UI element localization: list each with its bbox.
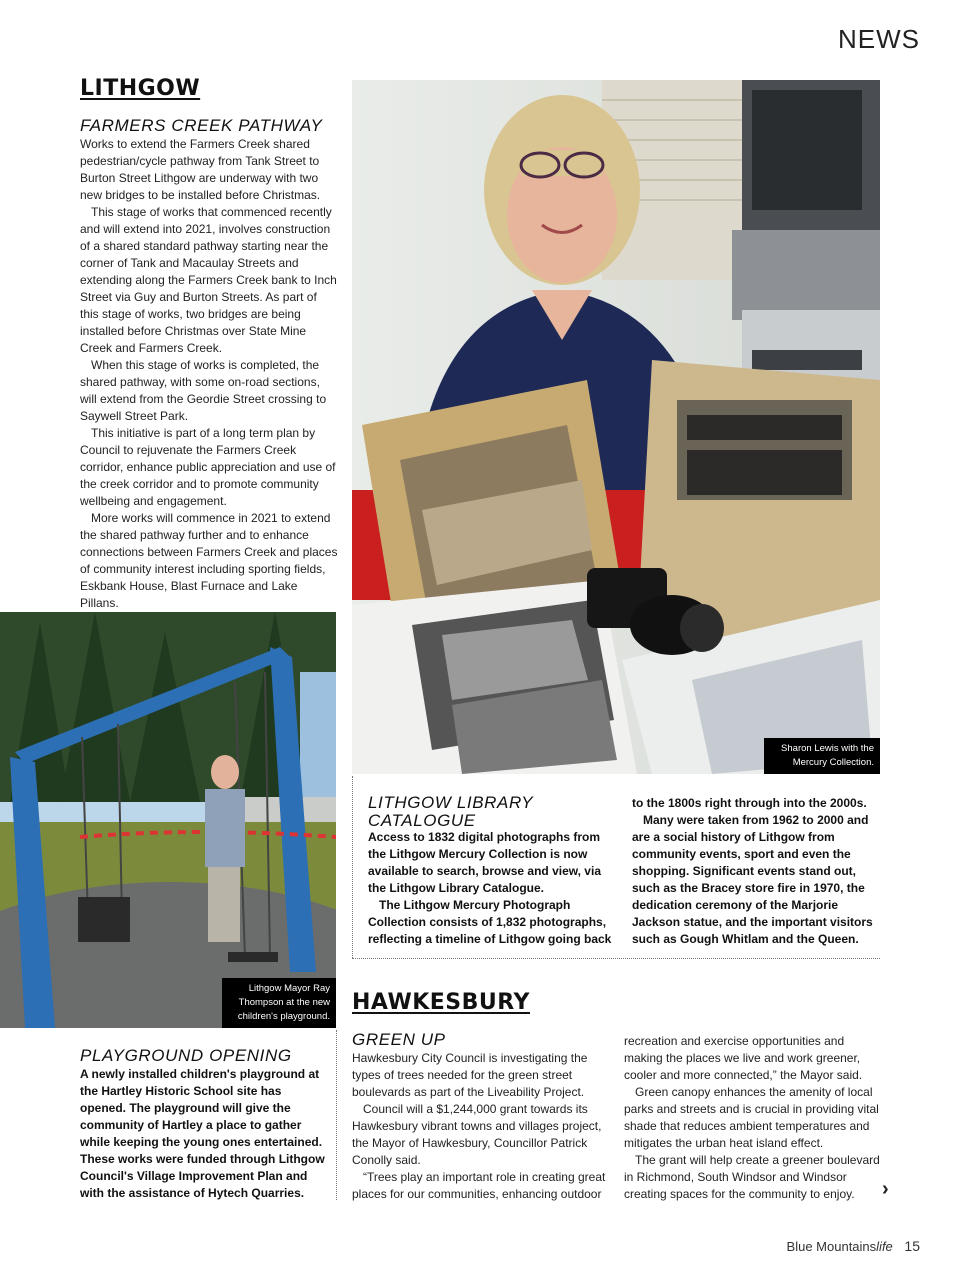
footer [787,1238,920,1254]
library-separator-horizontal [352,958,880,959]
playground-body [80,1066,326,1202]
library-paragraph: The Lithgow Mercury Photograph Collection consists of 1,832 photographs, reflecting a timeline of Lithgow going back [368,898,612,946]
footer-magazine-suffix: life [876,1239,893,1254]
farmers-creek-body [80,136,338,612]
farmers-paragraph: Works to extend the Farmers Creek shared pedestrian/cycle pathway from Tank Street to Burton Street Lithgow are underway with two new bridges to be installed before Christmas. [80,137,321,202]
farmers-paragraph: More works will commence in 2021 to extend the shared pathway further and to enhance connections between Farmers Creek and places of community interest including sporting fields, Eskbank House, Blast Furnace and Lake Pillans. [80,511,338,610]
farmers-paragraph: When this stage of works is completed, the shared pathway, with some on-road sections, will extend from the Geordie Street crossing to Saywell Street Park. [80,358,327,423]
library-catalogue-subhead: LITHGOW LIBRARY CATALOGUE [368,793,533,830]
farmers-paragraph: This initiative is part of a long term plan by Council to rejuvenate the Farmers Creek corridor, enhance public appreciation and use of the creek corridor and to promote community wellbeing and engagement. [80,426,336,508]
hawkesbury-paragraph: Hawkesbury City Council is investigating the types of trees needed for the green street boulevards as part of the Liveability Project. [352,1051,588,1099]
playground-separator-vertical [336,1030,337,1200]
library-paragraph: Many were taken from 1962 to 2000 and are a social history of Lithgow from community events, sport and even the shopping. Significant events stand out, such as the Bracey store fire in 1970, the dedication ceremony of the Marjorie Jackson statue, and the important visitors such as Gough Whitlam and the Queen. [632,813,873,946]
library-separator-vertical [352,776,353,958]
news-header: NEWS [838,24,920,54]
farmers-paragraph: This stage of works that commenced recently and will extend into 2021, involves construction of a shared standard pathway starting near the corner of Tank and Macaulay Streets and extending along the Farmers Creek bank to Inch Street via Guy and Burton Streets. As part of this stage of works, two bridges are being installed before Christmas over State Mine Creek and Farmers Creek. [80,205,337,355]
photo-mayor-playground [0,612,336,1028]
caption-mayor: Lithgow Mayor Ray Thompson at the new children's playground. [222,978,336,1028]
library-paragraph: to the 1800s right through into the 2000s. [632,796,867,810]
hawkesbury-paragraph: The grant will help create a greener boulevard in Richmond, South Windsor and Windsor creating spaces for the community to enjoy. [624,1153,880,1201]
hawkesbury-col1 [352,1050,607,1203]
library-col1 [368,829,620,948]
mayor-playground-illustration [0,612,336,1028]
section-title-lithgow: LITHGOW [80,76,201,101]
farmers-creek-subhead: FARMERS CREEK PATHWAY [80,116,323,135]
sharon-lewis-illustration [352,80,880,774]
caption-sharon-lewis: Sharon Lewis with the Mercury Collection. [764,738,880,774]
hawkesbury-paragraph: Green canopy enhances the amenity of local parks and streets and is crucial in providing vital shade that reduces ambient temperatures and mitigates the urban heat island effect. [624,1085,879,1150]
green-up-subhead: GREEN UP [352,1030,446,1049]
hawkesbury-col2 [624,1033,882,1203]
hawkesbury-paragraph: Council will a $1,244,000 grant towards its Hawkesbury vibrant towns and villages project, the Mayor of Hawkesbury, Councillor Patrick Conolly said. [352,1102,602,1167]
section-title-hawkesbury: HAWKESBURY [352,990,530,1015]
playground-paragraph: A newly installed children's playground at the Hartley Historic School site has opened. The playground will give the community of Hartley a place to gather while keeping the young ones entertained. These works were funded through Lithgow Council's Village Improvement Plan and with the assistance of Hytech Quarries. [80,1067,325,1200]
playground-subhead: PLAYGROUND OPENING [80,1046,292,1065]
continue-arrow-icon: › [882,1178,889,1200]
page-number: 15 [904,1238,920,1254]
photo-sharon-lewis [352,80,880,774]
library-col2 [632,795,882,948]
library-paragraph: Access to 1832 digital photographs from the Lithgow Mercury Collection is now available to search, browse and view, via the Lithgow Library Catalogue. [368,830,601,895]
footer-magazine-name: Blue Mountains [786,1239,877,1254]
hawkesbury-paragraph: “Trees play an important role in creating great places for our communities, enhancing outdoor [352,1170,606,1201]
hawkesbury-paragraph: recreation and exercise opportunities and making the places we live and work greener, cooler and more connected,” the Mayor said. [624,1034,863,1082]
